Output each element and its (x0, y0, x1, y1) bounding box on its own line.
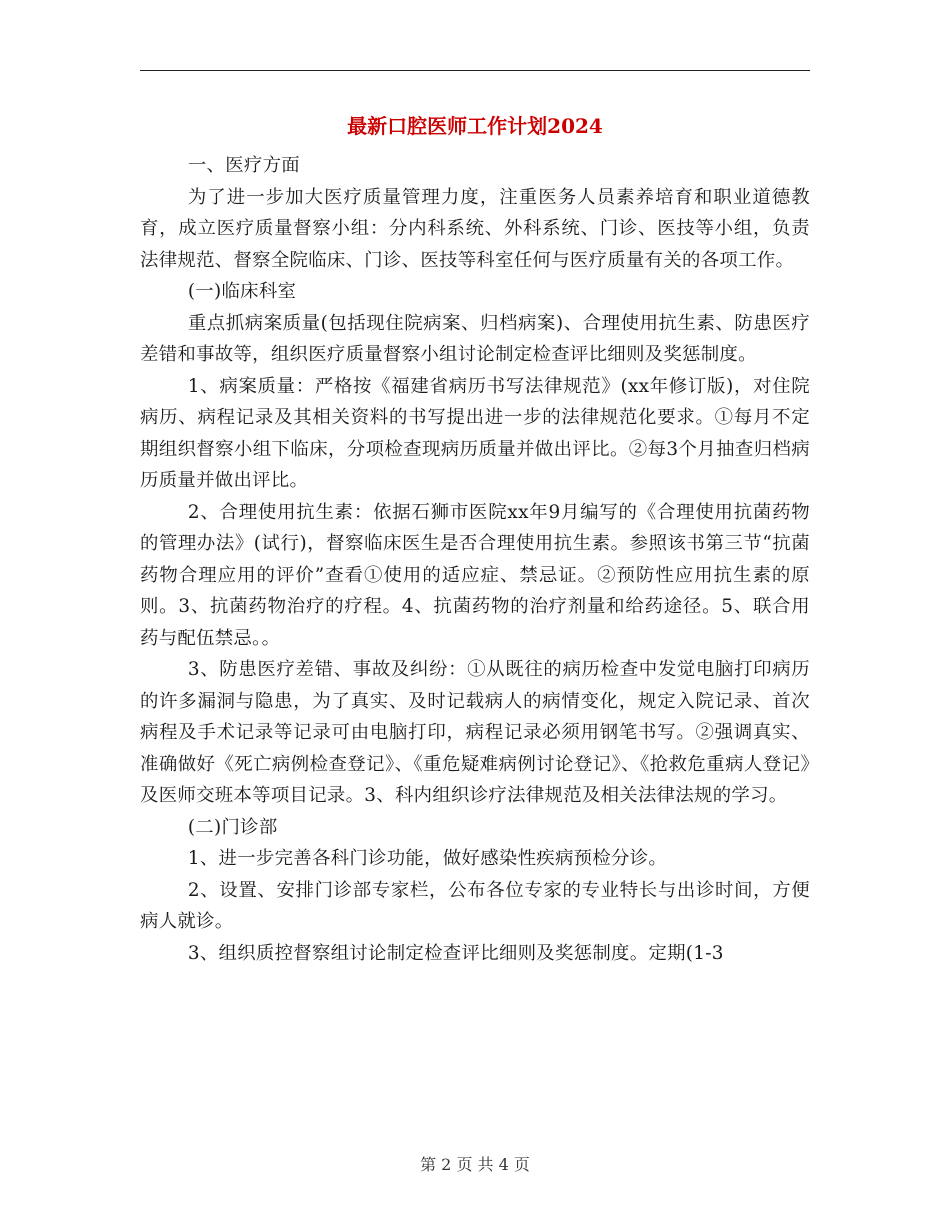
document-body (140, 150, 810, 969)
paragraph: 1、病案质量：严格按《福建省病历书写法律规范》(xx年修订版)，对住院病历、病程记录及其相关资料的书写提出进一步的法律规范化要求。①每月不定期组织督察小组下临床，分项检查现病历质量并做出评比。②每3个月抽查归档病历质量并做出评比。 (140, 375, 810, 491)
paragraph: 重点抓病案质量(包括现住院病案、归档病案)、合理使用抗生素、防患医疗差错和事故等，组织医疗质量督察小组讨论制定检查评比细则及奖惩制度。 (140, 312, 810, 365)
subsection-heading: (一)临床科室 (187, 281, 297, 302)
document-title: 最新口腔医师工作计划2024 (347, 114, 603, 138)
paragraph: 为了进一步加大医疗质量管理力度，注重医务人员素养培育和职业道德教育，成立医疗质量督察小组：分内科系统、外科系统、门诊、医技等小组，负责法律规范、督察全院临床、门诊、医技等科室任何与医疗质量有关的各项工作。 (140, 186, 810, 271)
paragraph: 2、设置、安排门诊部专家栏，公布各位专家的专业特长与出诊时间，方便病人就诊。 (140, 879, 810, 932)
subsection-heading: (二)门诊部 (187, 816, 278, 838)
section-heading: 一、医疗方面 (187, 155, 300, 176)
paragraph: 3、防患医疗差错、事故及纠纷：①从既往的病历检查中发觉电脑打印病历的许多漏洞与隐患，为了真实、及时记载病人的病情变化，规定入院记录、首次病程及手术记录等记录可由电脑打印，病程记录必须用钢笔书写。②强调真实、准确做好《死亡病例检查登记》、《重危疑难病例讨论登记》、《抢救危重病人登记》及医师交班本等项目记录。3、科内组织诊疗法律规范及相关法律法规的学习。 (140, 659, 810, 806)
paragraph: 3、组织质控督察组讨论制定检查评比细则及奖惩制度。定期(1-3 (187, 942, 724, 964)
paragraph: 1、进一步完善各科门诊功能，做好感染性疾病预检分诊。 (187, 848, 668, 869)
header-rule (140, 70, 810, 71)
page-number: 第 2 页 共 4 页 (420, 1155, 530, 1174)
paragraph: 2、合理使用抗生素：依据石狮市医院xx年9月编写的《合理使用抗菌药物的管理办法》(试行)，督察临床医生是否合理使用抗生素。参照该书第三节“抗菌药物合理应用的评价”查看①使用的适应症、禁忌证。②预防性应用抗生素的原则。3、抗菌药物治疗的疗程。4、抗菌药物的治疗剂量和给药途径。5、联合用药与配伍禁忌。。 (140, 501, 810, 649)
